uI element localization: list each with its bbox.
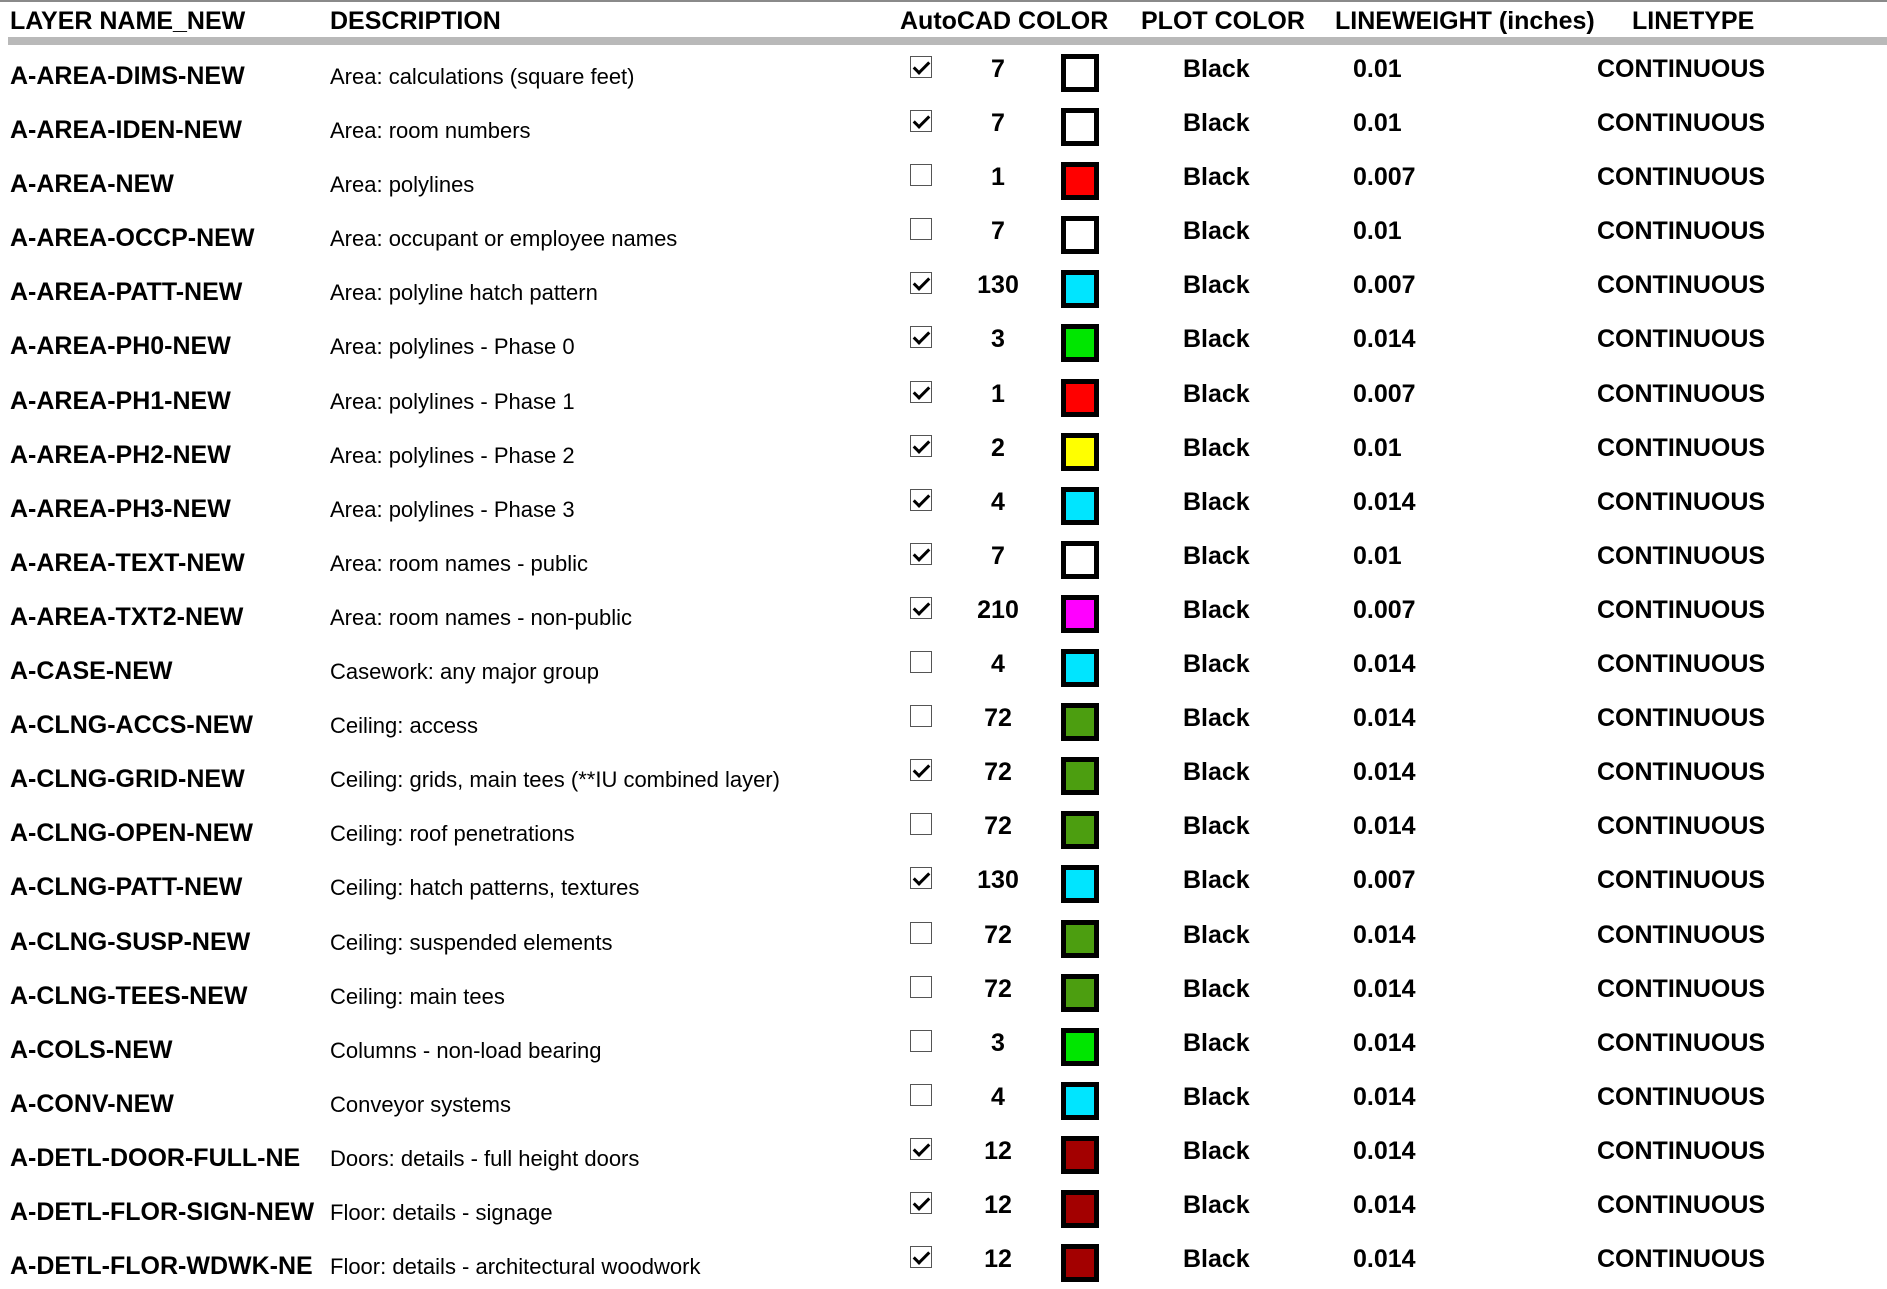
header-linetype: LINETYPE: [1632, 7, 1755, 35]
layer-description: Area: room numbers: [330, 118, 531, 144]
color-swatch: [1061, 541, 1099, 579]
layer-description: Area: polylines - Phase 0: [330, 334, 575, 360]
linetype-value: CONTINUOUS: [1597, 1136, 1766, 1165]
color-swatch: [1061, 324, 1099, 362]
lineweight-value: 0.014: [1353, 704, 1416, 733]
color-swatch: [1061, 433, 1099, 471]
table-row: [0, 965, 1887, 1019]
layer-description: Area: room names - non-public: [330, 604, 633, 630]
lineweight-value: 0.007: [1353, 866, 1416, 895]
layer-checkbox[interactable]: [910, 489, 932, 511]
layer-description: Doors: details - full height doors: [330, 1145, 640, 1171]
linetype-value: CONTINUOUS: [1597, 758, 1766, 787]
table-row: [0, 586, 1887, 640]
color-swatch: [1061, 920, 1099, 958]
linetype-value: CONTINUOUS: [1597, 974, 1766, 1003]
layer-checkbox[interactable]: [910, 543, 932, 565]
plot-color: Black: [1183, 1190, 1250, 1219]
lineweight-value: 0.01: [1353, 217, 1402, 246]
autocad-color-number: 4: [991, 487, 1005, 516]
table-row: [0, 1181, 1887, 1235]
layer-name: A-CASE-NEW: [10, 657, 173, 686]
layer-name: A-CLNG-OPEN-NEW: [10, 819, 254, 848]
layer-checkbox[interactable]: [910, 759, 932, 781]
color-swatch: [1061, 1244, 1099, 1282]
layer-description: Area: polyline hatch pattern: [330, 280, 598, 306]
lineweight-value: 0.014: [1353, 325, 1416, 354]
plot-color: Black: [1183, 163, 1250, 192]
layer-name: A-AREA-TXT2-NEW: [10, 602, 244, 631]
linetype-value: CONTINUOUS: [1597, 812, 1766, 841]
plot-color: Black: [1183, 55, 1250, 83]
lineweight-value: 0.01: [1353, 541, 1402, 570]
layer-name: A-AREA-TEXT-NEW: [10, 548, 245, 577]
color-swatch: [1061, 162, 1099, 200]
autocad-color-number: 12: [984, 1190, 1012, 1219]
table-row: [0, 315, 1887, 369]
lineweight-value: 0.007: [1353, 379, 1416, 408]
plot-color: Black: [1183, 866, 1250, 895]
layer-name: A-AREA-PATT-NEW: [10, 278, 243, 307]
color-swatch: [1061, 487, 1099, 525]
linetype-value: CONTINUOUS: [1597, 650, 1766, 679]
linetype-value: CONTINUOUS: [1597, 866, 1766, 895]
layer-description: Casework: any major group: [330, 659, 600, 685]
layer-checkbox[interactable]: [910, 922, 932, 944]
layer-checkbox[interactable]: [910, 867, 932, 889]
color-swatch: [1061, 108, 1099, 146]
color-swatch: [1061, 379, 1099, 417]
autocad-color-number: 3: [991, 1028, 1005, 1057]
plot-color: Black: [1183, 1136, 1250, 1165]
lineweight-value: 0.007: [1353, 595, 1416, 624]
lineweight-value: 0.014: [1353, 974, 1416, 1003]
layer-checkbox[interactable]: [910, 164, 932, 186]
autocad-color-number: 1: [991, 379, 1005, 408]
plot-color: Black: [1183, 487, 1250, 516]
linetype-value: CONTINUOUS: [1597, 271, 1766, 300]
lineweight-value: 0.007: [1353, 163, 1416, 192]
lineweight-value: 0.014: [1353, 920, 1416, 949]
color-swatch: [1061, 974, 1099, 1012]
table-row: [0, 1127, 1887, 1181]
table-row: [0, 45, 1887, 99]
plot-color: Black: [1183, 325, 1250, 354]
lineweight-value: 0.014: [1353, 487, 1416, 516]
lineweight-value: 0.014: [1353, 812, 1416, 841]
color-swatch: [1061, 811, 1099, 849]
table-row: [0, 1019, 1887, 1073]
layer-table-body: [0, 45, 1887, 1289]
layer-name: A-DETL-FLOR-SIGN-NEW: [10, 1197, 315, 1226]
color-swatch: [1061, 270, 1099, 308]
table-row: [0, 694, 1887, 748]
color-swatch: [1061, 1028, 1099, 1066]
color-swatch: [1061, 1190, 1099, 1228]
table-row: [0, 370, 1887, 424]
color-swatch: [1061, 216, 1099, 254]
plot-color: Black: [1183, 1082, 1250, 1111]
lineweight-value: 0.014: [1353, 758, 1416, 787]
header-description: DESCRIPTION: [330, 7, 501, 35]
header-divider: [8, 37, 1887, 45]
layer-checkbox[interactable]: [910, 56, 932, 78]
layer-description: Floor: details - signage: [330, 1199, 553, 1225]
layer-checkbox[interactable]: [910, 218, 932, 240]
autocad-color-number: 12: [984, 1136, 1012, 1165]
autocad-color-number: 72: [984, 812, 1012, 841]
table-row: [0, 99, 1887, 153]
table-row: [0, 424, 1887, 478]
plot-color: Black: [1183, 595, 1250, 624]
layer-description: Area: polylines: [330, 172, 475, 198]
color-swatch: [1061, 757, 1099, 795]
table-row: [0, 478, 1887, 532]
table-row: [0, 1235, 1887, 1289]
layer-name: A-AREA-PH3-NEW: [10, 494, 231, 523]
table-row: [0, 748, 1887, 802]
layer-name: A-AREA-DIMS-NEW: [10, 62, 245, 90]
layer-name: A-AREA-PH2-NEW: [10, 440, 231, 469]
header-autocad-color: AutoCAD COLOR: [900, 7, 1109, 35]
autocad-color-number: 7: [991, 217, 1005, 246]
autocad-color-number: 210: [977, 595, 1019, 624]
plot-color: Black: [1183, 812, 1250, 841]
autocad-color-number: 7: [991, 109, 1005, 138]
layer-description: Ceiling: roof penetrations: [330, 821, 575, 847]
table-row: [0, 802, 1887, 856]
plot-color: Black: [1183, 650, 1250, 679]
table-row: [0, 911, 1887, 965]
layer-name: A-CLNG-GRID-NEW: [10, 765, 245, 794]
layer-name: A-CLNG-SUSP-NEW: [10, 927, 251, 956]
layer-description: Columns - non-load bearing: [330, 1037, 602, 1063]
table-row: [0, 532, 1887, 586]
linetype-value: CONTINUOUS: [1597, 1190, 1766, 1219]
autocad-color-number: 72: [984, 758, 1012, 787]
autocad-color-number: 130: [977, 271, 1019, 300]
plot-color: Black: [1183, 109, 1250, 138]
linetype-value: CONTINUOUS: [1597, 433, 1766, 462]
layer-description: Area: calculations (square feet): [330, 64, 635, 89]
layer-description: Area: polylines - Phase 1: [330, 388, 575, 414]
color-swatch: [1061, 1136, 1099, 1174]
layer-name: A-CLNG-TEES-NEW: [10, 981, 248, 1010]
color-swatch: [1061, 1082, 1099, 1120]
lineweight-value: 0.014: [1353, 1028, 1416, 1057]
table-row: [0, 207, 1887, 261]
autocad-color-number: 3: [991, 325, 1005, 354]
linetype-value: CONTINUOUS: [1597, 1028, 1766, 1057]
layer-name: A-DETL-FLOR-WDWK-NE: [10, 1252, 313, 1281]
lineweight-value: 0.014: [1353, 1136, 1416, 1165]
plot-color: Black: [1183, 758, 1250, 787]
lineweight-value: 0.01: [1353, 55, 1402, 83]
layer-checkbox[interactable]: [910, 1084, 932, 1106]
linetype-value: CONTINUOUS: [1597, 920, 1766, 949]
layer-description: Area: room names - public: [330, 550, 588, 576]
header-layer-name: LAYER NAME_NEW: [10, 7, 246, 35]
layer-name: A-AREA-OCCP-NEW: [10, 224, 255, 253]
layer-name: A-AREA-NEW: [10, 170, 174, 199]
layer-description: Ceiling: grids, main tees (**IU combined layer): [330, 767, 780, 793]
layer-description: Area: polylines - Phase 2: [330, 442, 575, 468]
plot-color: Black: [1183, 271, 1250, 300]
layer-description: Floor: details - architectural woodwork: [330, 1254, 701, 1280]
layer-description: Ceiling: access: [330, 713, 478, 739]
linetype-value: CONTINUOUS: [1597, 109, 1766, 138]
plot-color: Black: [1183, 1245, 1250, 1274]
plot-color: Black: [1183, 704, 1250, 733]
layer-checkbox[interactable]: [910, 813, 932, 835]
lineweight-value: 0.01: [1353, 109, 1402, 138]
autocad-color-number: 7: [991, 541, 1005, 570]
autocad-color-number: 130: [977, 866, 1019, 895]
plot-color: Black: [1183, 541, 1250, 570]
color-swatch: [1061, 595, 1099, 633]
layer-checkbox[interactable]: [910, 110, 932, 132]
layer-name: A-CLNG-PATT-NEW: [10, 873, 243, 902]
layer-name: A-CLNG-ACCS-NEW: [10, 711, 254, 740]
linetype-value: CONTINUOUS: [1597, 163, 1766, 192]
layer-checkbox[interactable]: [910, 381, 932, 403]
lineweight-value: 0.014: [1353, 1245, 1416, 1274]
layer-checkbox[interactable]: [910, 1246, 932, 1268]
layer-description: Conveyor systems: [330, 1091, 511, 1117]
linetype-value: CONTINUOUS: [1597, 55, 1766, 83]
color-swatch: [1061, 703, 1099, 741]
autocad-color-number: 1: [991, 163, 1005, 192]
layer-checkbox[interactable]: [910, 976, 932, 998]
table-header: [0, 0, 1887, 40]
color-swatch: [1061, 865, 1099, 903]
linetype-value: CONTINUOUS: [1597, 487, 1766, 516]
autocad-color-number: 72: [984, 704, 1012, 733]
layer-checkbox[interactable]: [910, 597, 932, 619]
plot-color: Black: [1183, 217, 1250, 246]
layer-description: Ceiling: hatch patterns, textures: [330, 875, 640, 901]
table-row: [0, 261, 1887, 315]
lineweight-value: 0.014: [1353, 1082, 1416, 1111]
layer-description: Ceiling: main tees: [330, 983, 505, 1009]
layer-checkbox[interactable]: [910, 326, 932, 348]
linetype-value: CONTINUOUS: [1597, 217, 1766, 246]
linetype-value: CONTINUOUS: [1597, 541, 1766, 570]
layer-checkbox[interactable]: [910, 435, 932, 457]
layer-description: Ceiling: suspended elements: [330, 929, 613, 955]
autocad-color-number: 72: [984, 920, 1012, 949]
lineweight-value: 0.007: [1353, 271, 1416, 300]
autocad-color-number: 7: [991, 55, 1005, 83]
layer-name: A-DETL-DOOR-FULL-NE: [10, 1143, 301, 1172]
layer-name: A-AREA-IDEN-NEW: [10, 116, 242, 145]
linetype-value: CONTINUOUS: [1597, 1245, 1766, 1274]
header-lineweight: LINEWEIGHT (inches): [1335, 7, 1595, 35]
lineweight-value: 0.01: [1353, 433, 1402, 462]
linetype-value: CONTINUOUS: [1597, 595, 1766, 624]
plot-color: Black: [1183, 433, 1250, 462]
layer-name: A-AREA-PH0-NEW: [10, 332, 231, 361]
layer-name: A-CONV-NEW: [10, 1089, 174, 1118]
linetype-value: CONTINUOUS: [1597, 1082, 1766, 1111]
table-row: [0, 153, 1887, 207]
table-row: [0, 640, 1887, 694]
table-row: [0, 856, 1887, 910]
layer-checkbox[interactable]: [910, 651, 932, 673]
layer-checkbox[interactable]: [910, 1138, 932, 1160]
lineweight-value: 0.014: [1353, 650, 1416, 679]
layer-checkbox[interactable]: [910, 705, 932, 727]
color-swatch: [1061, 54, 1099, 92]
plot-color: Black: [1183, 1028, 1250, 1057]
autocad-color-number: 2: [991, 433, 1005, 462]
layer-name: A-COLS-NEW: [10, 1035, 173, 1064]
autocad-color-number: 4: [991, 1082, 1005, 1111]
linetype-value: CONTINUOUS: [1597, 704, 1766, 733]
linetype-value: CONTINUOUS: [1597, 325, 1766, 354]
layer-checkbox[interactable]: [910, 1192, 932, 1214]
plot-color: Black: [1183, 920, 1250, 949]
autocad-color-number: 4: [991, 650, 1005, 679]
table-row: [0, 1073, 1887, 1127]
linetype-value: CONTINUOUS: [1597, 379, 1766, 408]
header-plot-color: PLOT COLOR: [1141, 7, 1305, 35]
layer-description: Area: polylines - Phase 3: [330, 496, 575, 522]
autocad-color-number: 72: [984, 974, 1012, 1003]
layer-name: A-AREA-PH1-NEW: [10, 386, 231, 415]
plot-color: Black: [1183, 974, 1250, 1003]
layer-checkbox[interactable]: [910, 1030, 932, 1052]
lineweight-value: 0.014: [1353, 1190, 1416, 1219]
autocad-color-number: 12: [984, 1245, 1012, 1274]
color-swatch: [1061, 649, 1099, 687]
layer-checkbox[interactable]: [910, 272, 932, 294]
plot-color: Black: [1183, 379, 1250, 408]
layer-description: Area: occupant or employee names: [330, 226, 678, 252]
